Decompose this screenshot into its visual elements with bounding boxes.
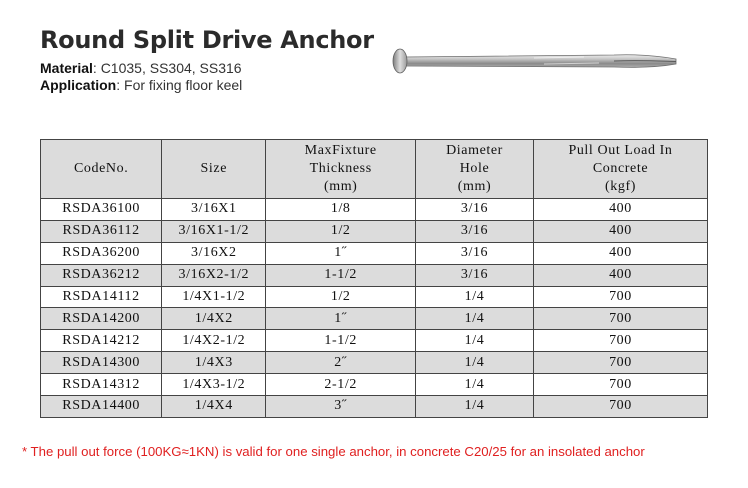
- cell-size: 1/4X1-1/2: [162, 286, 266, 308]
- cell-load: 400: [533, 264, 707, 286]
- cell-size: 3/16X1: [162, 199, 266, 221]
- spec-table: [40, 139, 708, 418]
- table-header-row: [41, 140, 708, 199]
- cell-thickness: 2˝: [266, 352, 416, 374]
- application-line: [40, 77, 242, 93]
- table-row: [41, 308, 708, 330]
- table-row: [41, 396, 708, 418]
- cell-thickness: 1-1/2: [266, 264, 416, 286]
- cell-thickness: 1/2: [266, 286, 416, 308]
- header-pull-out-load: Pull Out Load In Concrete (kgf): [533, 140, 707, 199]
- application-label: Application: [40, 77, 117, 93]
- cell-size: 3/16X1-1/2: [162, 220, 266, 242]
- cell-load: 700: [533, 286, 707, 308]
- cell-thickness: 3˝: [266, 396, 416, 418]
- header-code-no: CodeNo.: [41, 140, 162, 199]
- material-value: : C1035, SS304, SS316: [92, 60, 242, 76]
- anchor-product-image: [384, 28, 684, 98]
- cell-code-no: RSDA14300: [41, 352, 162, 374]
- cell-diameter: 1/4: [416, 374, 534, 396]
- cell-diameter: 3/16: [416, 242, 534, 264]
- cell-diameter: 3/16: [416, 220, 534, 242]
- cell-diameter: 1/4: [416, 286, 534, 308]
- cell-code-no: RSDA36212: [41, 264, 162, 286]
- cell-diameter: 1/4: [416, 330, 534, 352]
- cell-size: 3/16X2: [162, 242, 266, 264]
- cell-thickness: 1/2: [266, 220, 416, 242]
- cell-thickness: 1-1/2: [266, 330, 416, 352]
- footnote: * The pull out force (100KG≈1KN) is valid for one single anchor, in concrete C20/25 for an insolated anchor: [22, 444, 645, 459]
- table-row: [41, 330, 708, 352]
- page-title: Round Split Drive Anchor: [40, 26, 374, 54]
- cell-code-no: RSDA14112: [41, 286, 162, 308]
- cell-diameter: 3/16: [416, 264, 534, 286]
- table-row: [41, 352, 708, 374]
- cell-code-no: RSDA14212: [41, 330, 162, 352]
- material-label: Material: [40, 60, 93, 76]
- cell-load: 700: [533, 352, 707, 374]
- cell-code-no: RSDA14200: [41, 308, 162, 330]
- material-line: [40, 60, 242, 76]
- cell-thickness: 1˝: [266, 242, 416, 264]
- header-max-fixture-thickness: MaxFixture Thickness (mm): [266, 140, 416, 199]
- cell-size: 1/4X3: [162, 352, 266, 374]
- header-diameter-hole: Diameter Hole (mm): [416, 140, 534, 199]
- cell-code-no: RSDA14312: [41, 374, 162, 396]
- cell-load: 700: [533, 374, 707, 396]
- cell-load: 700: [533, 396, 707, 418]
- cell-size: 3/16X2-1/2: [162, 264, 266, 286]
- cell-size: 1/4X3-1/2: [162, 374, 266, 396]
- cell-thickness: 1/8: [266, 199, 416, 221]
- table-row: [41, 286, 708, 308]
- table-row: [41, 374, 708, 396]
- table-row: [41, 242, 708, 264]
- cell-load: 400: [533, 199, 707, 221]
- application-value: : For fixing floor keel: [116, 77, 243, 93]
- cell-load: 700: [533, 330, 707, 352]
- cell-size: 1/4X2-1/2: [162, 330, 266, 352]
- cell-diameter: 1/4: [416, 352, 534, 374]
- cell-code-no: RSDA36200: [41, 242, 162, 264]
- cell-load: 400: [533, 220, 707, 242]
- cell-diameter: 1/4: [416, 396, 534, 418]
- table-row: [41, 220, 708, 242]
- cell-code-no: RSDA36112: [41, 220, 162, 242]
- table-row: [41, 264, 708, 286]
- cell-diameter: 3/16: [416, 199, 534, 221]
- cell-load: 400: [533, 242, 707, 264]
- table-row: [41, 199, 708, 221]
- header-size: Size: [162, 140, 266, 199]
- cell-diameter: 1/4: [416, 308, 534, 330]
- cell-size: 1/4X4: [162, 396, 266, 418]
- cell-size: 1/4X2: [162, 308, 266, 330]
- cell-thickness: 2-1/2: [266, 374, 416, 396]
- cell-load: 700: [533, 308, 707, 330]
- cell-thickness: 1˝: [266, 308, 416, 330]
- cell-code-no: RSDA36100: [41, 199, 162, 221]
- cell-code-no: RSDA14400: [41, 396, 162, 418]
